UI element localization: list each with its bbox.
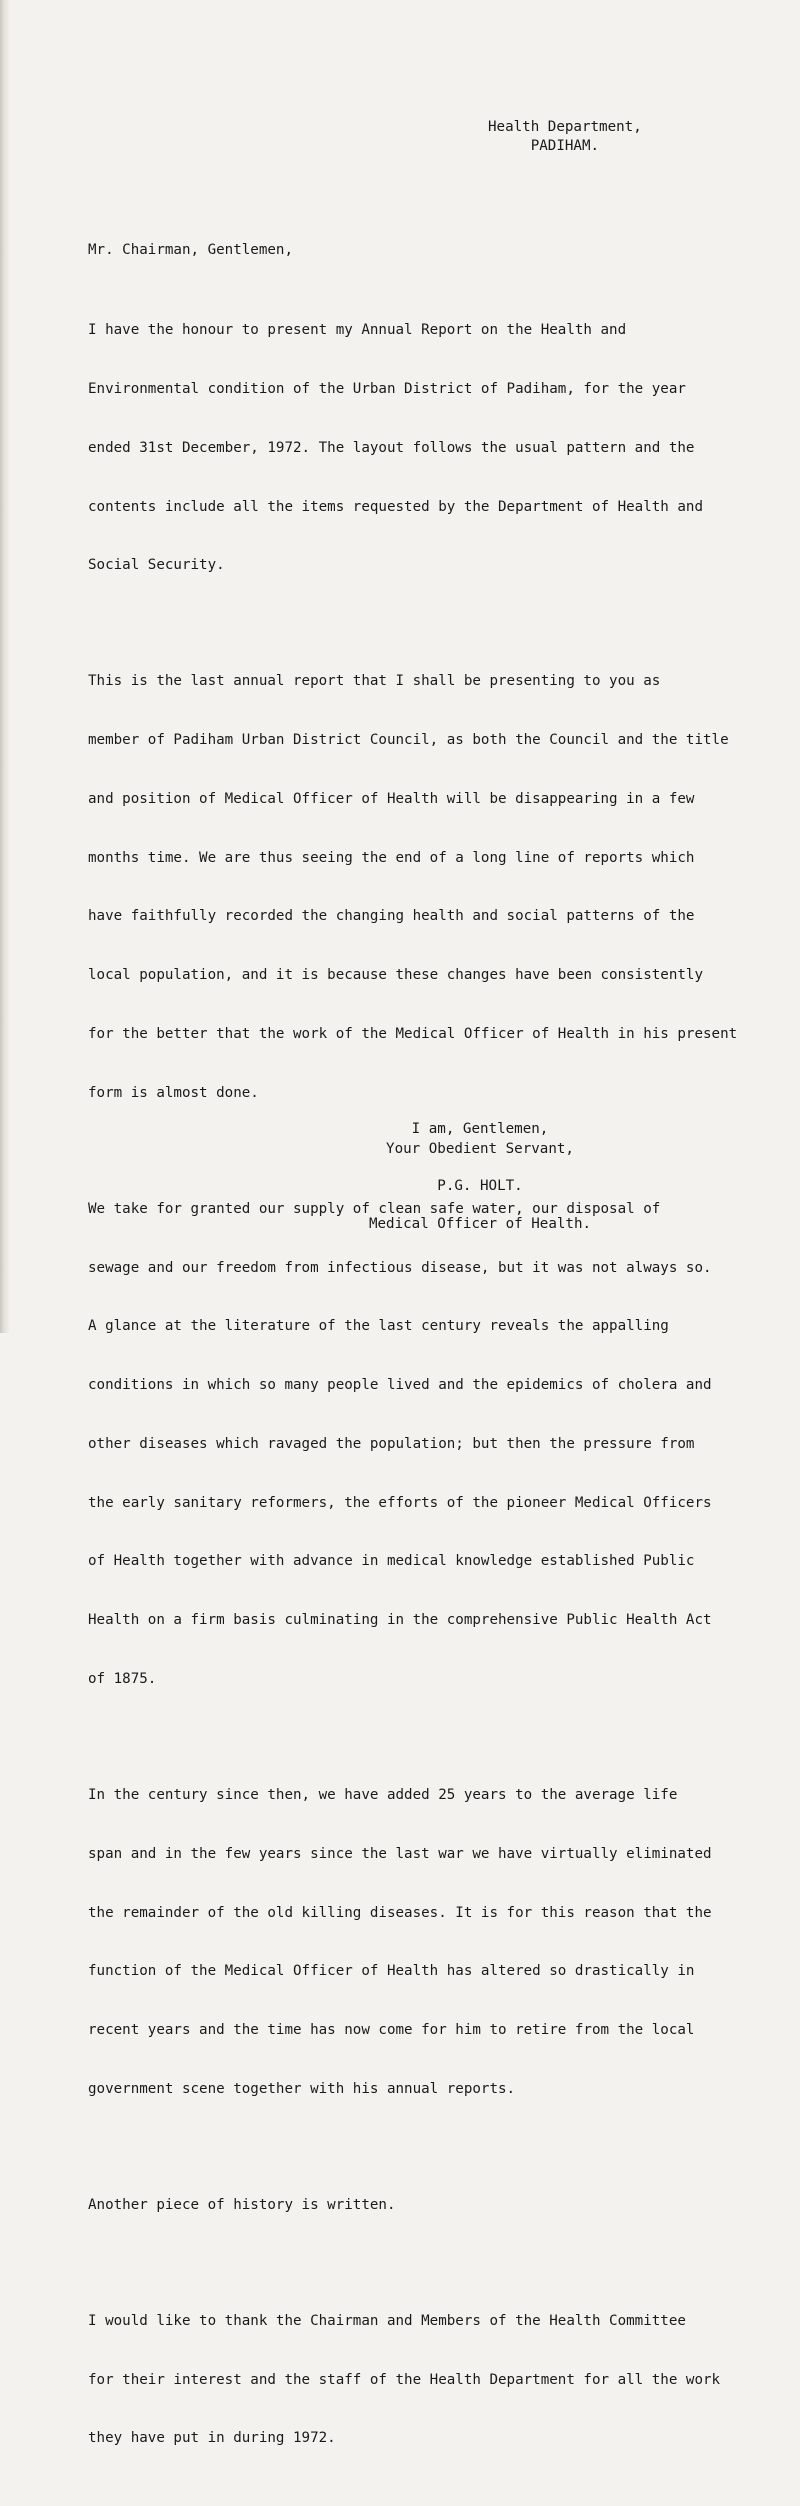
paragraph-line: member of Padiham Urban District Council, as both the Council and the title (88, 732, 729, 749)
paragraph-line: Social Security. (88, 557, 225, 574)
paragraph-1 (88, 282, 788, 615)
paragraph-line: Another piece of history is written. (88, 2196, 396, 2213)
letter-body (88, 282, 788, 2506)
signatory-name: P.G. HOLT. (437, 1178, 523, 1195)
closing-salutation: I am, Gentlemen, (411, 1121, 549, 1137)
closing-valediction: Your Obedient Servant, (386, 1140, 574, 1157)
page-edge-shadow (0, 0, 10, 1333)
paragraph-line: Health on a firm basis culminating in the comprehensive Public Health Act (88, 1612, 712, 1629)
salutation: Mr. Chairman, Gentlemen, (88, 242, 293, 258)
paragraph-5 (88, 2157, 788, 2255)
paragraph-6 (88, 2273, 788, 2489)
department-name: Health Department, (488, 119, 642, 135)
paragraph-4 (88, 1747, 788, 2139)
town-name: PADIHAM. (530, 138, 600, 154)
letter-header (488, 118, 642, 156)
paragraph-line: I have the honour to present my Annual Report on the Health and (88, 322, 627, 339)
paragraph-line: recent years and the time has now come for him to retire from the local (88, 2022, 695, 2039)
paragraph-line: contents include all the items requested by the Department of Health and (88, 498, 703, 515)
paragraph-line: Environmental condition of the Urban District of Padiham, for the year (88, 380, 686, 397)
paragraph-line: the remainder of the old killing diseases. It is for this reason that the (88, 1904, 712, 1921)
paragraph-line: We take for granted our supply of clean safe water, our disposal of (88, 1200, 661, 1217)
paragraph-line: function of the Medical Officer of Health has altered so drastically in (88, 1963, 695, 1980)
paragraph-line: other diseases which ravaged the population; but then the pressure from (88, 1435, 695, 1452)
paragraph-line: conditions in which so many people lived and the epidemics of cholera and (88, 1377, 712, 1394)
paragraph-line: the early sanitary reformers, the efforts of the pioneer Medical Officers (88, 1494, 712, 1511)
paragraph-line: they have put in during 1972. (88, 2430, 336, 2447)
paragraph-2 (88, 633, 788, 1142)
paragraph-line: and position of Medical Officer of Health will be disappearing in a few (88, 790, 695, 807)
signatory-title: Medical Officer of Health. (368, 1215, 592, 1232)
paragraph-line: for the better that the work of the Medical Officer of Health in his present (88, 1025, 738, 1042)
paragraph-line: form is almost done. (88, 1084, 259, 1101)
paragraph-line: In the century since then, we have added 25 years to the average life (88, 1786, 678, 1803)
paragraph-line: span and in the few years since the last war we have virtually eliminated (88, 1845, 712, 1862)
closing-gap (330, 1197, 630, 1215)
paragraph-line: months time. We are thus seeing the end of a long line of reports which (88, 849, 695, 866)
paragraph-line: have faithfully recorded the changing health and social patterns of the (88, 908, 695, 925)
letter-closing (330, 1120, 630, 1234)
paragraph-line: local population, and it is because these changes have been consistently (88, 967, 703, 984)
paragraph-3 (88, 1161, 788, 1729)
paragraph-line: I would like to thank the Chairman and Members of the Health Committee (88, 2312, 686, 2329)
paragraph-line: This is the last annual report that I shall be presenting to you as (88, 673, 661, 690)
paragraph-line: A glance at the literature of the last century reveals the appalling (88, 1318, 669, 1335)
paragraph-line: ended 31st December, 1972. The layout follows the usual pattern and the (88, 439, 695, 456)
paragraph-line: government scene together with his annual reports. (88, 2080, 516, 2097)
paragraph-line: of 1875. (88, 1670, 157, 1687)
paragraph-line: of Health together with advance in medical knowledge established Public (88, 1553, 695, 1570)
closing-gap (330, 1159, 630, 1177)
paragraph-line: sewage and our freedom from infectious disease, but it was not always so. (88, 1259, 712, 1276)
paragraph-line: for their interest and the staff of the Health Department for all the work (88, 2371, 721, 2388)
